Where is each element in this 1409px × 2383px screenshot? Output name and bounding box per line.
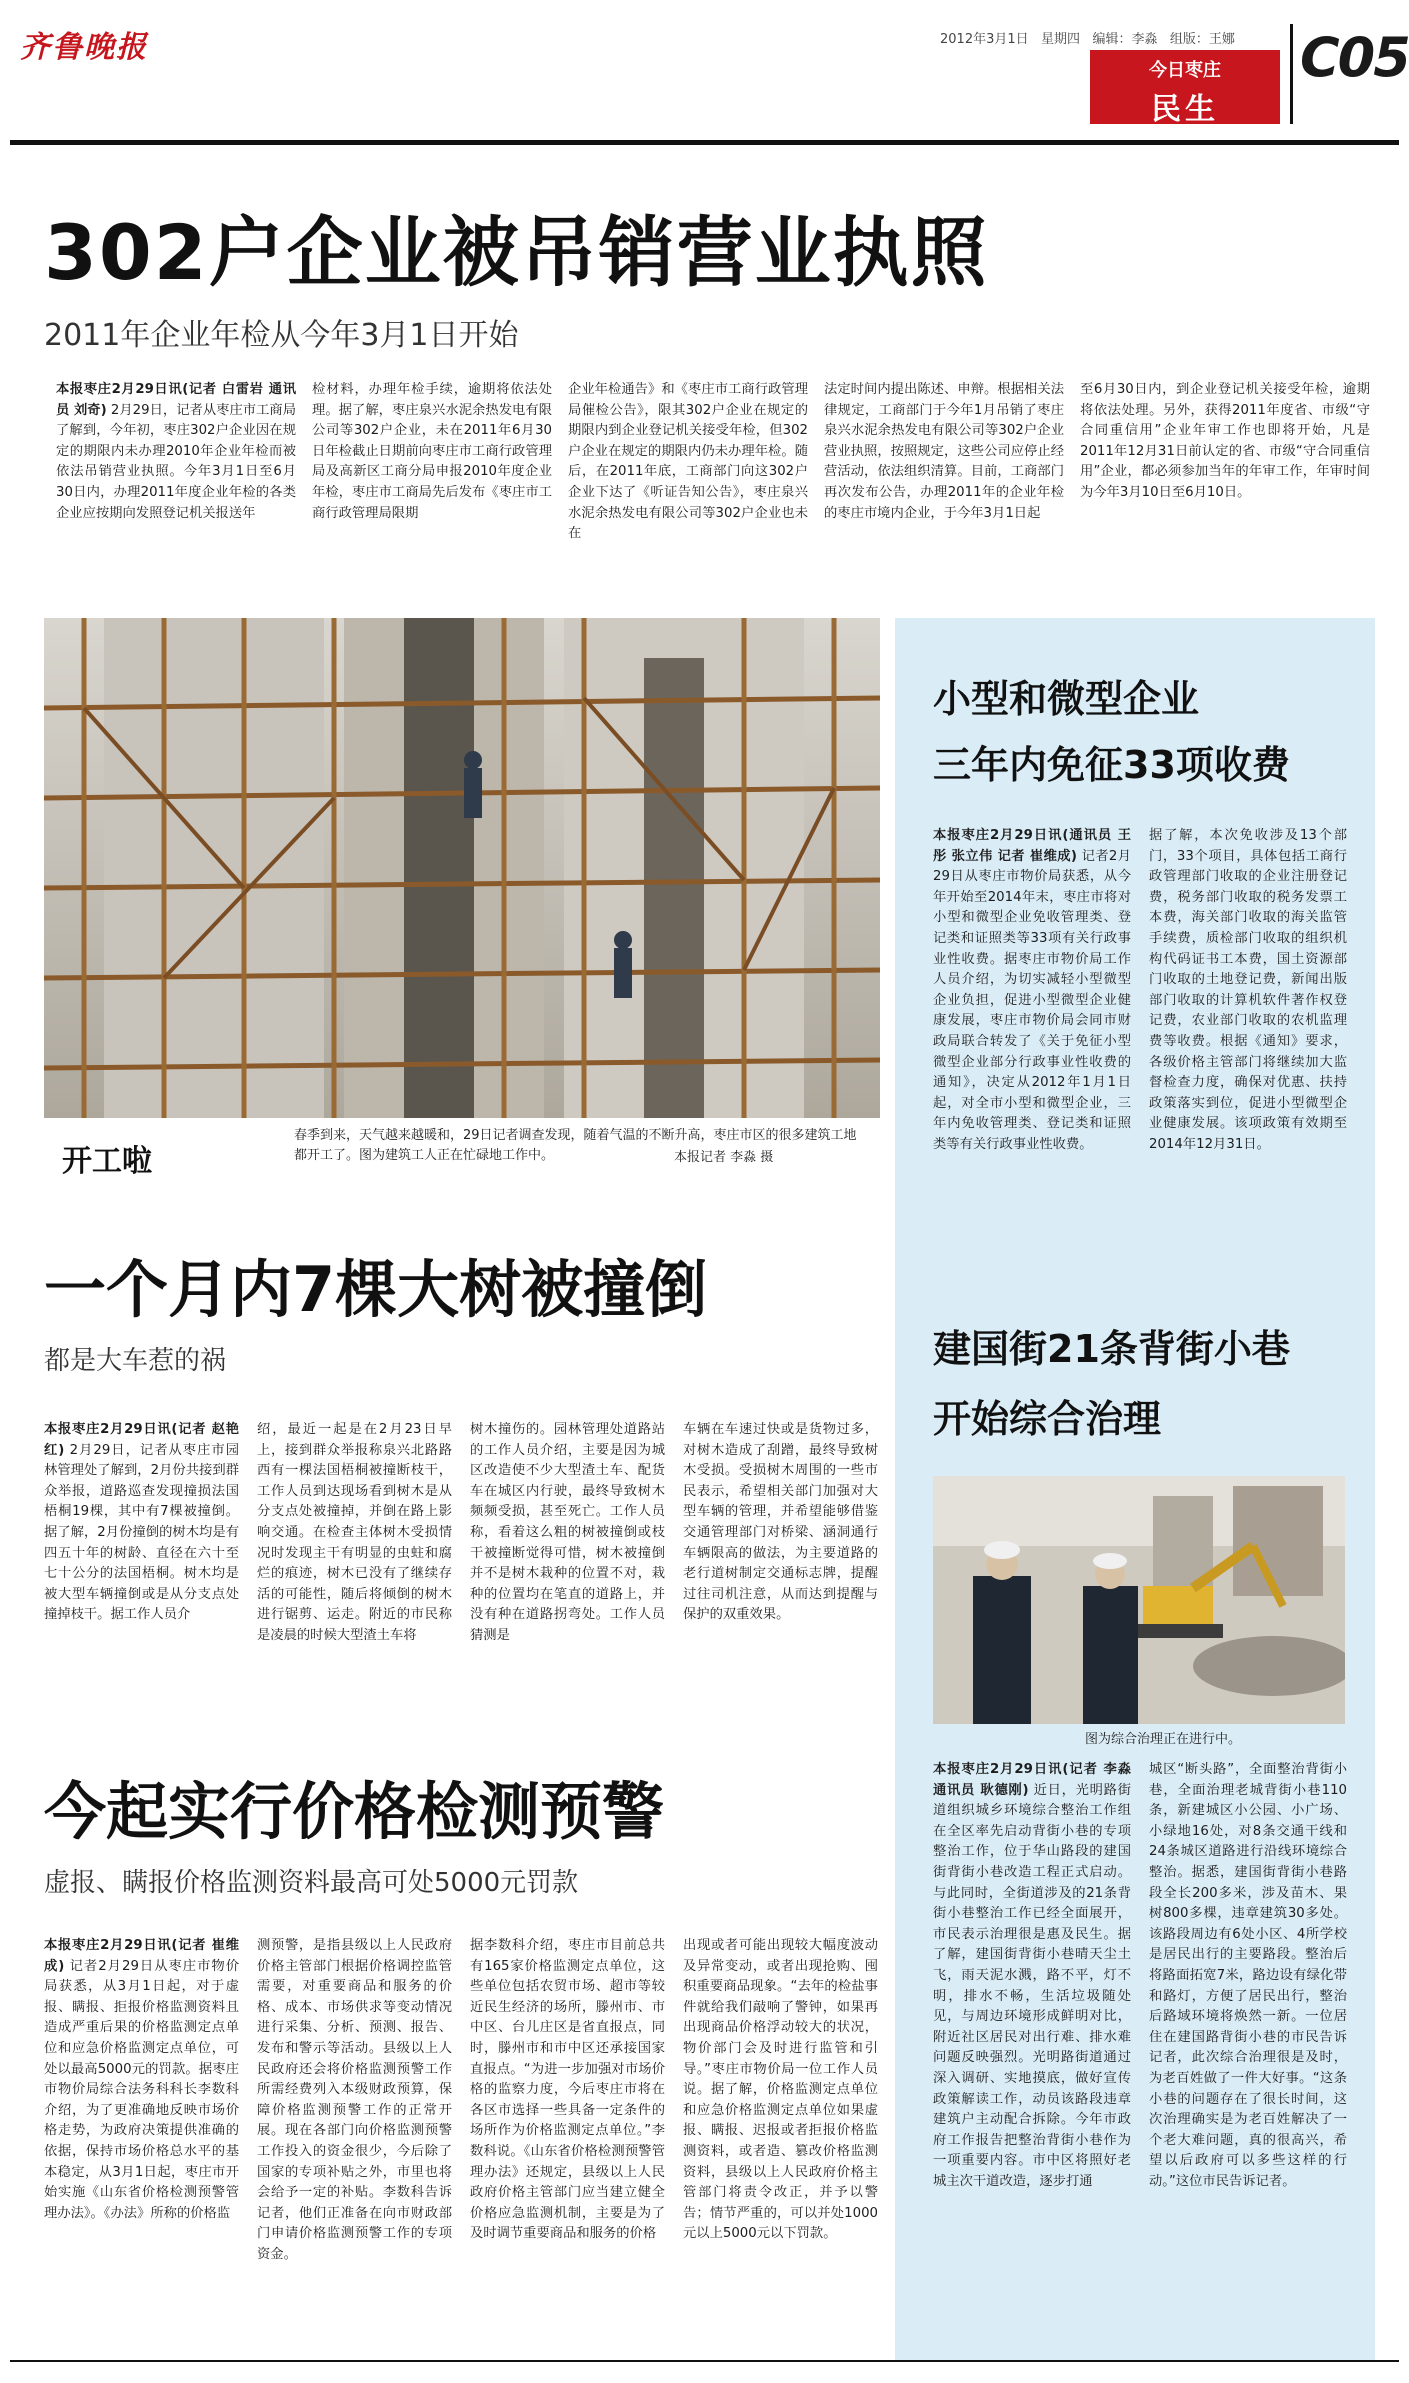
article1-title: 302户企业被吊销营业执照 (44, 208, 989, 297)
article3-col-2: 测预警，是指县级以上人民政府价格主管部门根据价格调控监管需要，对重要商品和服务的价格、成本、市场供求等变动情况进行采集、分析、预测、报告、发布和警示等活动。县级以上人民政府还会将价格监测预警工作所需经费列入本级财政预算，保障价格监测预警工作的正常开展。现在各部门向价格监测预警工作投入的资金很少，今后除了国家的专项补贴之外，市里也将会给予一定的补贴。李数科告诉记者，他们正准备在向市财政部门申请价格监测预警工作的专项资金。 (257, 1938, 452, 2262)
article5-byline: 本报枣庄2月29日讯(记者 李淼 通讯员 耿德刚) (933, 1762, 1131, 1798)
article5-col-2: 城区“断头路”，全面整治背街小巷，全面治理老城背街小巷110条，新建城区小公园、小广场、小绿地16处，对8条交通干线和24条城区道路进行沿线环境综合整治。据悉，建国街背街小巷路段全长200多米，涉及苗木、果树800多棵，违章建筑30多处。该路段周边有6处小区、4所学校是居民出行的主要路段。整治后将路面拓宽7米，路边设有绿化带和路灯，方便了居民出行，整治后路域环境将焕然一新。一位居住在建国路背街小巷的市民告诉记者，此次综合治理很是及时，为老百姓做了一件大好事。“这条小巷的问题存在了很长时间，这次治理确实是为老百姓解决了一个老大难问题，真的很高兴，希望以后政府可以多些这样的行动。”这位市民告诉记者。 (1149, 1762, 1347, 2189)
article4-title-line2: 三年内免征33项收费 (933, 743, 1290, 787)
issue-weekday: 星期四 (1041, 32, 1081, 47)
article2-subtitle: 都是大车惹的祸 (44, 1346, 227, 1376)
article4-text-1: 记者2月29日从枣庄市物价局获悉，从今年开始至2014年末，枣庄市将对小型和微型企业免收管理类、登记类和证照类等33项有关行政事业性收费。据枣庄市物价局工作人员介绍，为切实减轻小型微型企业负担，促进小型微型企业健康发展，枣庄市物价局会同市财政局联合转发了《关于免征小型微型企业部分行政事业性收费的通知》，决定从2012年1月1日起，对全市小型和微型企业，三年内免收管理类、登记类和证照类等有关行政事业性收费。 (933, 848, 1131, 1152)
article1-col-5: 至6月30日内，到企业登记机关接受年检，逾期将依法处理。另外，获得2011年度省、市级“守合同重信用”企业年审工作也即将开始，凡是2011年12月31日前认定的省、市级“守合同重信用”企业，都必须参加当年的年审工作，年审时间为今年3月10日至6月10日。 (1080, 382, 1370, 500)
section-top-label: 今日枣庄 (1149, 60, 1221, 81)
article5-text-1: 近日，光明路街道组织城乡环境综合整治工作组在全区率先启动背街小巷的专项整治工作，位于华山路段的建国街背街小巷改造工程正式启动。与此同时，全街道涉及的21条背街小巷整治工作已经全面展开，市民表示治理很是惠及民生。据了解，建国街背街小巷晴天尘土飞，雨天泥水溅，路不平，灯不明，排水不畅，生活垃圾随处见，与周边环境形成鲜明对比，附近社区居民对出行难、排水难问题反映强烈。光明路街道通过深入调研、实地摸底，做好宣传政策解读工作，动员该路段违章建筑户主动配合拆除。今年市政府工作报告把整治背街小巷作为一项重要内容。市中区将照好老城主次干道改造，逐步打通 (933, 1782, 1131, 2189)
article1-col-3: 企业年检通告》和《枣庄市工商行政管理局催检公告》，限其302户企业在规定的期限内到企业登记机关接受年检，但302户企业在规定的期限内仍未办理年检。随后，在2011年底，工商部门向这302户企业下达了《听证告知公告》，枣庄泉兴水泥余热发电有限公司等302户企业也未在 (568, 382, 808, 542)
article1-subtitle: 2011年企业年检从今年3月1日开始 (44, 318, 519, 353)
photo-caption-text: 春季到来，天气越来越暖和，29日记者调查发现，随着气温的不断升高，枣庄市区的很多建筑工地都开工了。图为建筑工人正在忙碌地工作中。 (294, 1128, 857, 1163)
page-number: C05 (1300, 26, 1409, 89)
issue-meta (940, 28, 1235, 47)
article5-col-1 (933, 1760, 1131, 2355)
article3-col-4: 出现或者可能出现较大幅度波动及异常变动，或者出现抢购、囤积重要商品现象。“去年的检盐事件就给我们敲响了警钟，如果再出现商品价格浮动较大的状况，物价部门会及时进行监管和引导。”枣庄市物价局一位工作人员说。据了解，价格监测定点单位和应急价格监测定点单位如果虚报、瞒报、迟报或者拒报价格监测资料，或者造、篡改价格监测资料，县级以上人民政府价格主管部门将责令改正，并予以警告；情节严重的，可以并处1000元以上5000元以下罚款。 (683, 1938, 878, 2242)
construction-photo (44, 618, 880, 1178)
article2-col-4: 车辆在车速过快或是货物过多，对树木造成了刮蹭，最终导致树木受损。受损树木周围的一些市民表示，希望相关部门加强对大型车辆的管理，并希望能够借鉴交通管理部门对桥梁、涵洞通行车辆限高的做法，为主要道路的老行道树制定交通标志牌，提醒过往司机注意，从而达到提醒与保护的双重效果。 (683, 1422, 878, 1623)
street-photo-caption: 图为综合治理正在进行中。 (1085, 1732, 1242, 1747)
article1-text-1: 2月29日，记者从枣庄市工商局了解到，今年初，枣庄302户企业因在规定的期限内未办理2010年企业年检而被依法吊销营业执照。今年3月1日至6月30日内，办理2011年度企业年检的各类企业应按期向发照登记机关报送年 (56, 402, 296, 521)
bottom-rule (10, 2360, 1399, 2362)
article1-col-1 (56, 380, 296, 575)
street-photo (933, 1476, 1345, 1724)
article3-col-3: 据李数科介绍，枣庄市目前总共有165家价格监测定点单位，这些单位包括农贸市场、超市等较近民生经济的场所，滕州市、市中区、台儿庄区是省直报点，同时，滕州市和市中区还承接国家直报点。“为进一步加强对市场价格的监察力度，今后枣庄市将在各区市选择一些具备一定条件的场所作为价格监测定点单位。”李数科说。《山东省价格检测预警管理办法》还规定，县级以上人民政府价格主管部门应当建立健全价格应急监测机制，主要是为了及时调节重要商品和服务的价格 (470, 1938, 665, 2242)
section-main-label: 民生 (1151, 92, 1219, 127)
sidebar-panel (895, 618, 1375, 2360)
article2-col-3: 树木撞伤的。园林管理处道路站的工作人员介绍，主要是因为城区改造使不少大型渣土车、配货车在城区内行驶，最终导致树木频频受损，甚至死亡。工作人员称，看着这么粗的树被撞倒或枝干被撞断觉得可惜，树木被撞倒并不是树木栽种的位置不对，栽种的位置均在笔直的道路上，并没有种在道路拐弯处。工作人员猜测是 (470, 1422, 665, 1643)
photo-caption (294, 1126, 864, 1166)
article3-byline: 本报枣庄2月29日讯(记者 崔维成) (44, 1938, 239, 1974)
article4-title-line1: 小型和微型企业 (933, 677, 1200, 721)
issue-date: 2012年3月1日 (940, 32, 1029, 47)
article3-text-1: 记者2月29日从枣庄市物价局获悉，从3月1日起，对于虚报、瞒报、拒报价格监测资料且造成严重后果的价格监测定点单位和应急价格监测定点单位，可处以最高5000元的罚款。据枣庄市物价局综合法务科科长李数科介绍，为了更准确地反映市场价格走势，为政府决策提供准确的依据，保持市场价格总水平的基本稳定，从3月1日起，枣庄市开始实施《山东省价格检测预警管理办法》。《办法》所称的价格监 (44, 1958, 239, 2221)
article2-col-2: 绍，最近一起是在2月23日早上，接到群众举报称泉兴北路路西有一棵法国梧桐被撞断枝干，工作人员到达现场看到树木是从分支点处被撞掉，并倒在路上影响交通。在检查主体树木受损情况时发现主干有明显的虫蛀和腐烂的痕迹，树木已没有了继续存活的可能性，随后将倾倒的树木进行锯剪、运走。附近的市民称是凌晨的时候大型渣土车将 (257, 1422, 452, 1643)
top-rule (10, 140, 1399, 145)
masthead-divider (1290, 24, 1293, 124)
construction-photo-image (44, 618, 880, 1178)
article1-col-2: 检材料，办理年检手续，逾期将依法处理。据了解，枣庄泉兴水泥余热发电有限公司等302户企业，未在2011年6月30日年检截止日期前向枣庄市工商行政管理局及高新区工商分局申报2010年度企业年检，枣庄市工商局先后发布《枣庄市工商行政管理局限期 (312, 382, 552, 521)
article2-title: 一个月内7棵大树被撞倒 (44, 1253, 708, 1326)
editor-credit: 编辑：李淼 (1092, 32, 1158, 47)
article2-col-1 (44, 1420, 239, 1680)
article5-title-line2: 开始综合治理 (933, 1397, 1162, 1441)
article4-col-2: 据了解，本次免收涉及13个部门，33个项目，具体包括工商行政管理部门收取的企业注册登记费，税务部门收取的税务发票工本费，海关部门收取的海关监管手续费，质检部门收取的组织机构代码证书工本费，国土资源部门收取的土地登记费，新闻出版部门收取的计算机软件著作权登记费，农业部门收取的农机监理费等收费。根据《通知》要求，各级价格主管部门将继续加大监督检查力度，确保对优惠、扶持政策落实到位，促进小型微型企业健康发展。该项政策有效期至2014年12月31日。 (1149, 828, 1347, 1152)
article2-text-1: 2月29日，记者从枣庄市园林管理处了解到，2月份共接到群众举报，道路巡查发现撞损法国梧桐19棵，其中有7棵被撞倒。据了解，2月份撞倒的树木均是有四五十年的树龄、直径在六十至七十公分的法国梧桐。树木均是被大型车辆撞倒或是从分支点处撞掉枝干。据工作人员介 (44, 1442, 239, 1623)
layout-credit: 组版：王娜 (1169, 32, 1235, 47)
street-photo-image (933, 1476, 1345, 1724)
article2-byline: 本报枣庄2月29日讯(记者 赵艳红) (44, 1422, 239, 1458)
article3-col-1 (44, 1936, 239, 2341)
article1-byline: 本报枣庄2月29日讯(记者 白雷岩 通讯员 刘奇) (56, 382, 296, 418)
article3-subtitle: 虚报、瞒报价格监测资料最高可处5000元罚款 (44, 1868, 579, 1898)
article3-title: 今起实行价格检测预警 (44, 1775, 665, 1848)
masthead (0, 0, 1409, 140)
photo-label: 开工啦 (62, 1144, 152, 1178)
photo-credit: 本报记者 李淼 摄 (674, 1150, 774, 1165)
newspaper-logo: 齐鲁晚报 (20, 30, 148, 65)
article4-byline: 本报枣庄2月29日讯(通讯员 王彤 张立伟 记者 崔维成) (933, 828, 1131, 864)
article5-title-line1: 建国街21条背街小巷 (933, 1327, 1290, 1371)
section-badge (1090, 50, 1280, 127)
article1-col-4: 法定时间内提出陈述、申辩。根据相关法律规定，工商部门于今年1月吊销了枣庄泉兴水泥余热发电有限公司等302户企业营业执照，按照规定，这些公司应停止经营活动，依法组织清算。目前，工商部门再次发布公告，办理2011年的企业年检的枣庄市境内企业，于今年3月1日起 (824, 382, 1064, 521)
